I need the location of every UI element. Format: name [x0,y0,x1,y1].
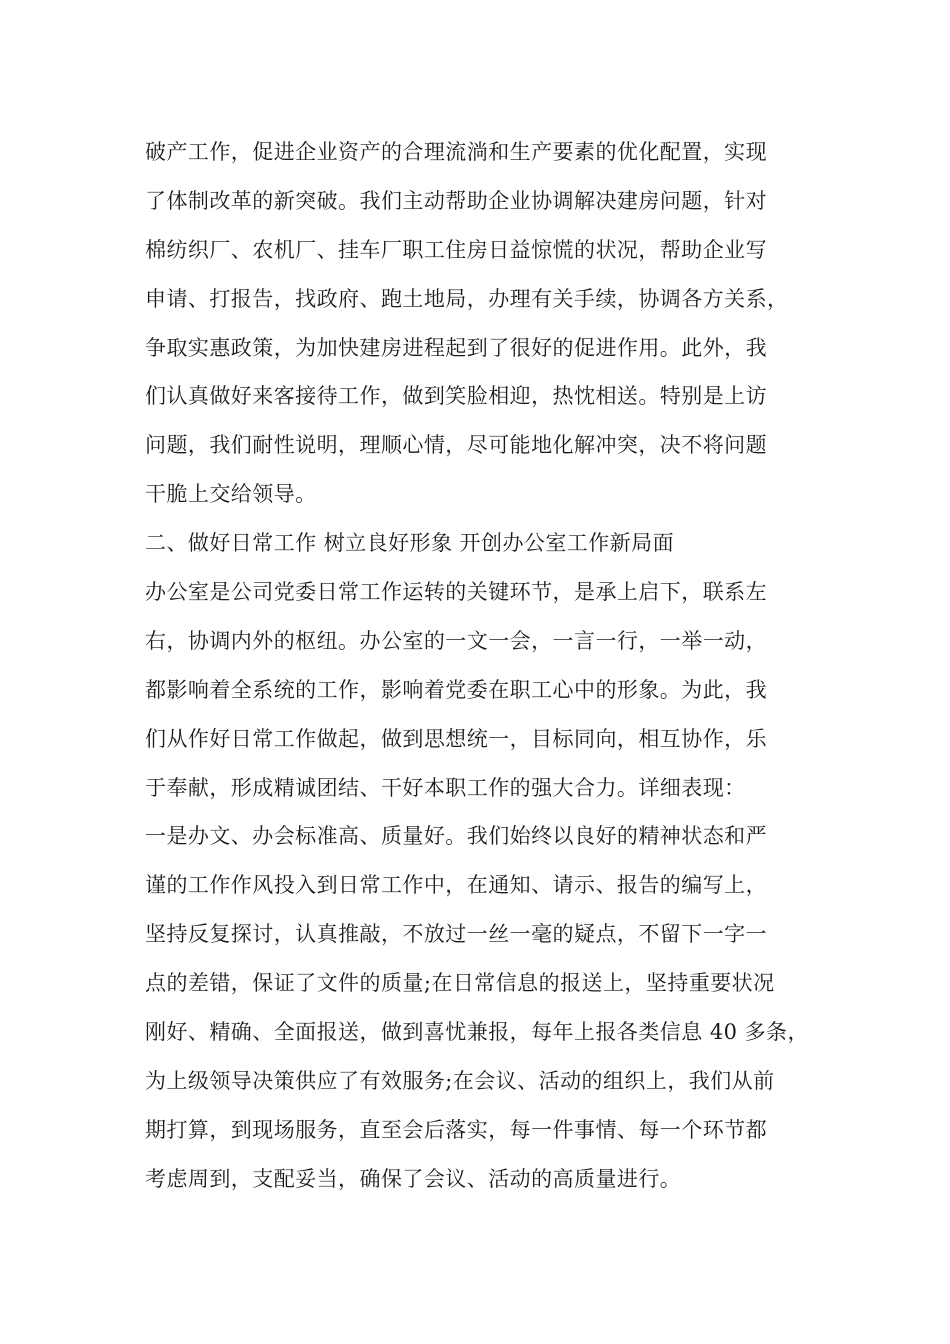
text-line: 坚持反复探讨，认真推敲，不放过一丝一毫的疑点，不留下一字一 [145,922,768,947]
text-line: 了体制改革的新突破。我们主动帮助企业协调解决建房问题，针对 [145,188,768,213]
text-line: 右，协调内外的枢纽。办公室的一文一会，一言一行，一举一动， [145,628,768,653]
text-line: 棉纺织厂、农机厂、挂车厂职工住房日益惊慌的状况，帮助企业写 [145,237,768,262]
text-line: 于奉献，形成精诚团结、干好本职工作的强大合力。详细表现： [145,775,746,800]
text-line: 们从作好日常工作做起，做到思想统一，目标同向，相互协作，乐 [145,726,768,751]
text-line: 为上级领导决策供应了有效服务;在会议、活动的组织上，我们从前 [145,1068,775,1093]
text-line: 一是办文、办会标准高、质量好。我们始终以良好的精神状态和严 [145,824,768,849]
text-line: 刚好、精确、全面报送，做到喜忧兼报，每年上报各类信息 40 多条， [145,1020,809,1045]
text-line: 谨的工作作风投入到日常工作中，在通知、请示、报告的编写上， [145,873,768,898]
text-line: 们认真做好来客接待工作，做到笑脸相迎，热忱相送。特别是上访 [145,384,768,409]
text-line: 考虑周到，支配妥当，确保了会议、活动的高质量进行。 [145,1166,682,1191]
text-line: 问题，我们耐性说明，理顺心情，尽可能地化解冲突，决不将问题 [145,433,768,458]
text-line: 都影响着全系统的工作，影响着党委在职工心中的形象。为此，我 [145,677,768,702]
text-line: 争取实惠政策，为加快建房进程起到了很好的促进作用。此外，我 [145,335,768,360]
text-line: 申请、打报告，找政府、跑土地局，办理有关手续，协调各方关系， [145,286,789,311]
section-heading: 二、做好日常工作 树立良好形象 开创办公室工作新局面 [145,531,675,556]
text-line: 办公室是公司党委日常工作运转的关键环节，是承上启下，联系左 [145,580,768,605]
text-line: 点的差错，保证了文件的质量;在日常信息的报送上，坚持重要状况 [145,971,775,996]
document-body [145,128,825,1204]
text-line: 干脆上交给领导。 [145,482,317,507]
text-line: 期打算，到现场服务，直至会后落实，每一件事情、每一个环节都 [145,1117,768,1142]
text-line: 破产工作，促进企业资产的合理流淌和生产要素的优化配置，实现 [145,140,768,164]
